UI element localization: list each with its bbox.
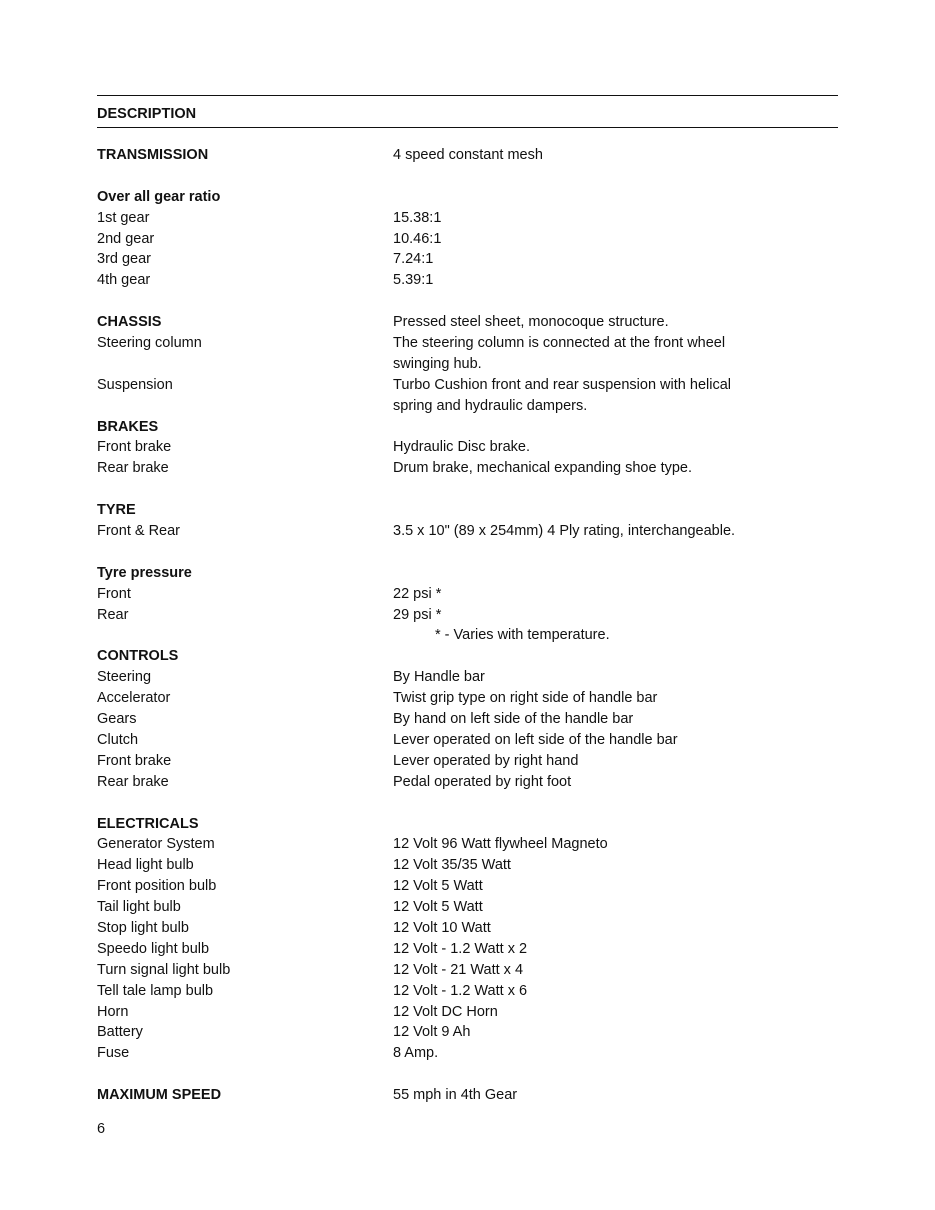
- spec-label: Tail light bulb: [97, 899, 181, 916]
- spec-row: [0, 1022, 935, 1043]
- spec-row: [0, 354, 935, 375]
- spec-label: Fuse: [97, 1045, 130, 1062]
- spec-row: [0, 667, 935, 688]
- section-row: [0, 1085, 935, 1106]
- spec-label: Horn: [97, 1003, 129, 1020]
- spec-row: [0, 793, 935, 814]
- section-label: MAXIMUM SPEED: [97, 1087, 222, 1104]
- spec-label: Front: [97, 585, 131, 602]
- section-row: [0, 145, 935, 166]
- spec-value: Lever operated by right hand: [393, 752, 579, 769]
- spec-label: Rear brake: [97, 773, 169, 790]
- section-label: ELECTRICALS: [97, 815, 199, 832]
- spec-value: 12 Volt - 1.2 Watt x 6: [393, 982, 528, 999]
- spec-row: [0, 229, 935, 250]
- spec-value: 4 speed constant mesh: [393, 147, 543, 163]
- spec-row: [0, 291, 935, 312]
- spec-row: [0, 542, 935, 563]
- spec-value: By hand on left side of the handle bar: [393, 711, 634, 728]
- spec-value: 12 Volt 96 Watt flywheel Magneto: [393, 836, 608, 853]
- spec-row: [0, 1002, 935, 1023]
- spec-label: 4th gear: [97, 272, 151, 289]
- spec-label: 3rd gear: [97, 251, 152, 268]
- spec-row: [0, 1064, 935, 1085]
- spec-value: By Handle bar: [393, 669, 485, 686]
- section-label: Over all gear ratio: [97, 188, 221, 205]
- spec-value: 7.24:1: [393, 251, 434, 268]
- spec-label: Steering column: [97, 335, 202, 352]
- spec-row: [0, 521, 935, 542]
- section-row: [0, 500, 935, 521]
- spec-row: [0, 249, 935, 270]
- spec-value: 15.38:1: [393, 209, 442, 226]
- section-row: [0, 187, 935, 208]
- spec-row: [0, 270, 935, 291]
- spec-label: Gears: [97, 711, 137, 728]
- spec-row: [0, 751, 935, 772]
- spec-row: [0, 960, 935, 981]
- spec-label: Stop light bulb: [97, 919, 189, 936]
- spec-value: Drum brake, mechanical expanding shoe type.: [393, 460, 693, 477]
- spec-value: 12 Volt DC Horn: [393, 1003, 498, 1020]
- spec-row: [0, 375, 935, 396]
- spec-value: Lever operated on left side of the handle bar: [393, 731, 678, 748]
- spec-row: [0, 772, 935, 793]
- section-label: Tyre pressure: [97, 564, 192, 581]
- spec-label: Front brake: [97, 439, 172, 456]
- spec-value: 22 psi *: [393, 585, 442, 602]
- spec-row: [0, 730, 935, 751]
- spec-row: [0, 437, 935, 458]
- spec-row: [0, 396, 935, 417]
- spec-row: [0, 688, 935, 709]
- spec-row: [0, 918, 935, 939]
- spec-label: Generator System: [97, 836, 215, 853]
- spec-value: swinging hub.: [393, 355, 482, 372]
- spec-value: 12 Volt 9 Ah: [393, 1024, 471, 1041]
- spec-row: [0, 584, 935, 605]
- spec-row: [0, 166, 935, 187]
- spec-row: [0, 333, 935, 354]
- spec-value: 8 Amp.: [393, 1045, 439, 1062]
- spec-row: [0, 605, 935, 626]
- spec-label: Suspension: [97, 376, 173, 393]
- section-row: [0, 417, 935, 438]
- section-row: [0, 312, 935, 333]
- spec-value: spring and hydraulic dampers.: [393, 397, 588, 414]
- spec-row: [0, 1043, 935, 1064]
- spec-value: 55 mph in 4th Gear: [393, 1087, 518, 1104]
- spec-row: [0, 458, 935, 479]
- spec-row: [0, 834, 935, 855]
- spec-value: Pedal operated by right foot: [393, 773, 572, 790]
- spec-label: Rear brake: [97, 460, 169, 477]
- spec-label: Clutch: [97, 731, 139, 748]
- spec-row: [0, 981, 935, 1002]
- spec-row: [0, 479, 935, 500]
- spec-label: Speedo light bulb: [97, 940, 210, 957]
- section-label: TRANSMISSION: [97, 147, 209, 163]
- page-number: 6: [97, 1121, 106, 1137]
- section-label: TYRE: [97, 502, 136, 519]
- spec-value: 12 Volt 10 Watt: [393, 919, 491, 936]
- spec-value: 12 Volt 5 Watt: [393, 878, 483, 895]
- spec-label: Turn signal light bulb: [97, 961, 231, 978]
- spec-label: Tell tale lamp bulb: [97, 982, 214, 999]
- spec-row: [0, 709, 935, 730]
- spec-value: 12 Volt - 1.2 Watt x 2: [393, 940, 528, 957]
- spec-value: The steering column is connected at the front wheel: [393, 335, 726, 352]
- section-label: CHASSIS: [97, 314, 162, 331]
- spec-row: [0, 876, 935, 897]
- page-heading: DESCRIPTION: [97, 106, 197, 122]
- spec-value: 12 Volt - 21 Watt x 4: [393, 961, 524, 978]
- section-label: CONTROLS: [97, 648, 179, 665]
- spec-table: [0, 145, 935, 1106]
- spec-value: Pressed steel sheet, monocoque structure.: [393, 314, 669, 331]
- spec-value: Hydraulic Disc brake.: [393, 439, 530, 456]
- heading-divider: [97, 127, 838, 128]
- spec-label: Front brake: [97, 752, 172, 769]
- spec-label: Front & Rear: [97, 523, 180, 540]
- section-row: [0, 814, 935, 835]
- spec-value: 29 psi *: [393, 606, 442, 623]
- spec-label: Steering: [97, 669, 152, 686]
- spec-row: [0, 208, 935, 229]
- spec-value: 10.46:1: [393, 230, 442, 247]
- spec-value: 12 Volt 35/35 Watt: [393, 857, 511, 874]
- spec-label: Rear: [97, 606, 129, 623]
- spec-value: 5.39:1: [393, 272, 434, 289]
- footnote: * - Varies with temperature.: [435, 627, 610, 644]
- top-divider: [97, 95, 838, 96]
- spec-label: Battery: [97, 1024, 143, 1041]
- spec-row: [0, 855, 935, 876]
- section-row: [0, 646, 935, 667]
- section-label: BRAKES: [97, 418, 159, 435]
- spec-value: 12 Volt 5 Watt: [393, 899, 483, 916]
- spec-row: [0, 939, 935, 960]
- spec-row: [0, 897, 935, 918]
- spec-label: 2nd gear: [97, 230, 155, 247]
- spec-label: Accelerator: [97, 690, 171, 707]
- spec-label: 1st gear: [97, 209, 150, 226]
- spec-value: Turbo Cushion front and rear suspension with helical: [393, 376, 731, 393]
- spec-label: Front position bulb: [97, 878, 217, 895]
- section-row: [0, 563, 935, 584]
- spec-row: [0, 625, 935, 646]
- spec-label: Head light bulb: [97, 857, 194, 874]
- spec-value: 3.5 x 10" (89 x 254mm) 4 Ply rating, interchangeable.: [393, 523, 736, 540]
- spec-value: Twist grip type on right side of handle bar: [393, 690, 658, 707]
